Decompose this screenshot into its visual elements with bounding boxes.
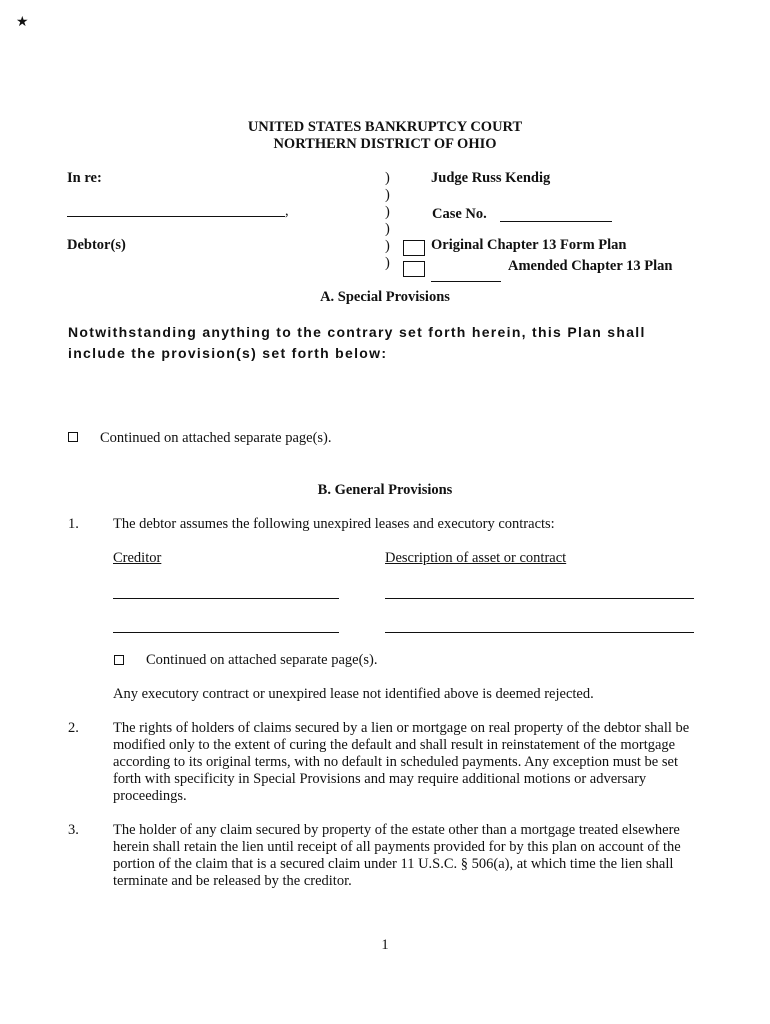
star-icon: ★	[16, 14, 29, 30]
rejected-leases-note: Any executory contract or unexpired lease not identified above is deemed rejected.	[113, 686, 594, 702]
case-no-label: Case No.	[432, 206, 487, 222]
caption-paren: )	[385, 187, 390, 203]
leases-continued-checkbox[interactable]	[114, 655, 124, 665]
original-plan-checkbox[interactable]	[403, 240, 425, 256]
amended-plan-line[interactable]	[431, 281, 501, 282]
amended-plan-checkbox[interactable]	[403, 261, 425, 277]
description-line-1[interactable]	[385, 598, 694, 599]
page-number: 1	[381, 937, 389, 953]
debtor-name-line[interactable]	[67, 216, 285, 217]
caption-paren: )	[385, 221, 390, 237]
creditor-line-1[interactable]	[113, 598, 339, 599]
court-title: UNITED STATES BANKRUPTCY COURT	[247, 119, 523, 135]
creditor-line-2[interactable]	[113, 632, 339, 633]
in-re-label: In re:	[67, 170, 102, 186]
amended-plan-label: Amended Chapter 13 Plan	[508, 258, 673, 274]
debtor-label: Debtor(s)	[67, 237, 126, 253]
caption-paren: )	[385, 255, 390, 271]
section-b-title: B. General Provisions	[317, 482, 453, 498]
creditor-column-header: Creditor	[113, 550, 162, 566]
original-plan-label: Original Chapter 13 Form Plan	[431, 237, 627, 253]
case-no-line[interactable]	[500, 221, 612, 222]
district-title: NORTHERN DISTRICT OF OHIO	[273, 136, 497, 152]
item-3-number: 3.	[68, 822, 79, 838]
item-2-text: The rights of holders of claims secured by a lien or mortgage on real property of the debtor shall be modified only to the extent of curing the default and shall result in reinstatement of the mortgage according to its original terms, with no default in scheduled payments. Any exception must be set forth with specificity in Special Provisions and may require additional motions or adversary proceedings.	[113, 720, 690, 804]
debtor-name-suffix: ,	[285, 203, 289, 219]
caption-paren: )	[385, 170, 390, 186]
item-1-number: 1.	[68, 516, 79, 532]
caption-paren: )	[385, 204, 390, 220]
description-column-header: Description of asset or contract	[385, 550, 567, 566]
special-provisions-notice: Notwithstanding anything to the contrary set forth herein, this Plan shall include the provision(s) set forth below:	[68, 324, 646, 361]
item-1-text: The debtor assumes the following unexpired leases and executory contracts:	[113, 516, 555, 532]
special-continued-label: Continued on attached separate page(s).	[100, 430, 332, 446]
caption-paren: )	[385, 238, 390, 254]
description-line-2[interactable]	[385, 632, 694, 633]
section-a-title: A. Special Provisions	[320, 289, 450, 305]
judge-name: Judge Russ Kendig	[431, 170, 551, 186]
item-3-text: The holder of any claim secured by property of the estate other than a mortgage treated elsewhere herein shall retain the lien until receipt of all payments provided for by this plan on account of the portion of the claim that is a secured claim under 11 U.S.C. § 506(a), at which time the lien shall terminate and be released by the creditor.	[113, 822, 681, 889]
special-continued-checkbox[interactable]	[68, 432, 78, 442]
item-2-number: 2.	[68, 720, 79, 736]
leases-continued-label: Continued on attached separate page(s).	[146, 652, 378, 668]
